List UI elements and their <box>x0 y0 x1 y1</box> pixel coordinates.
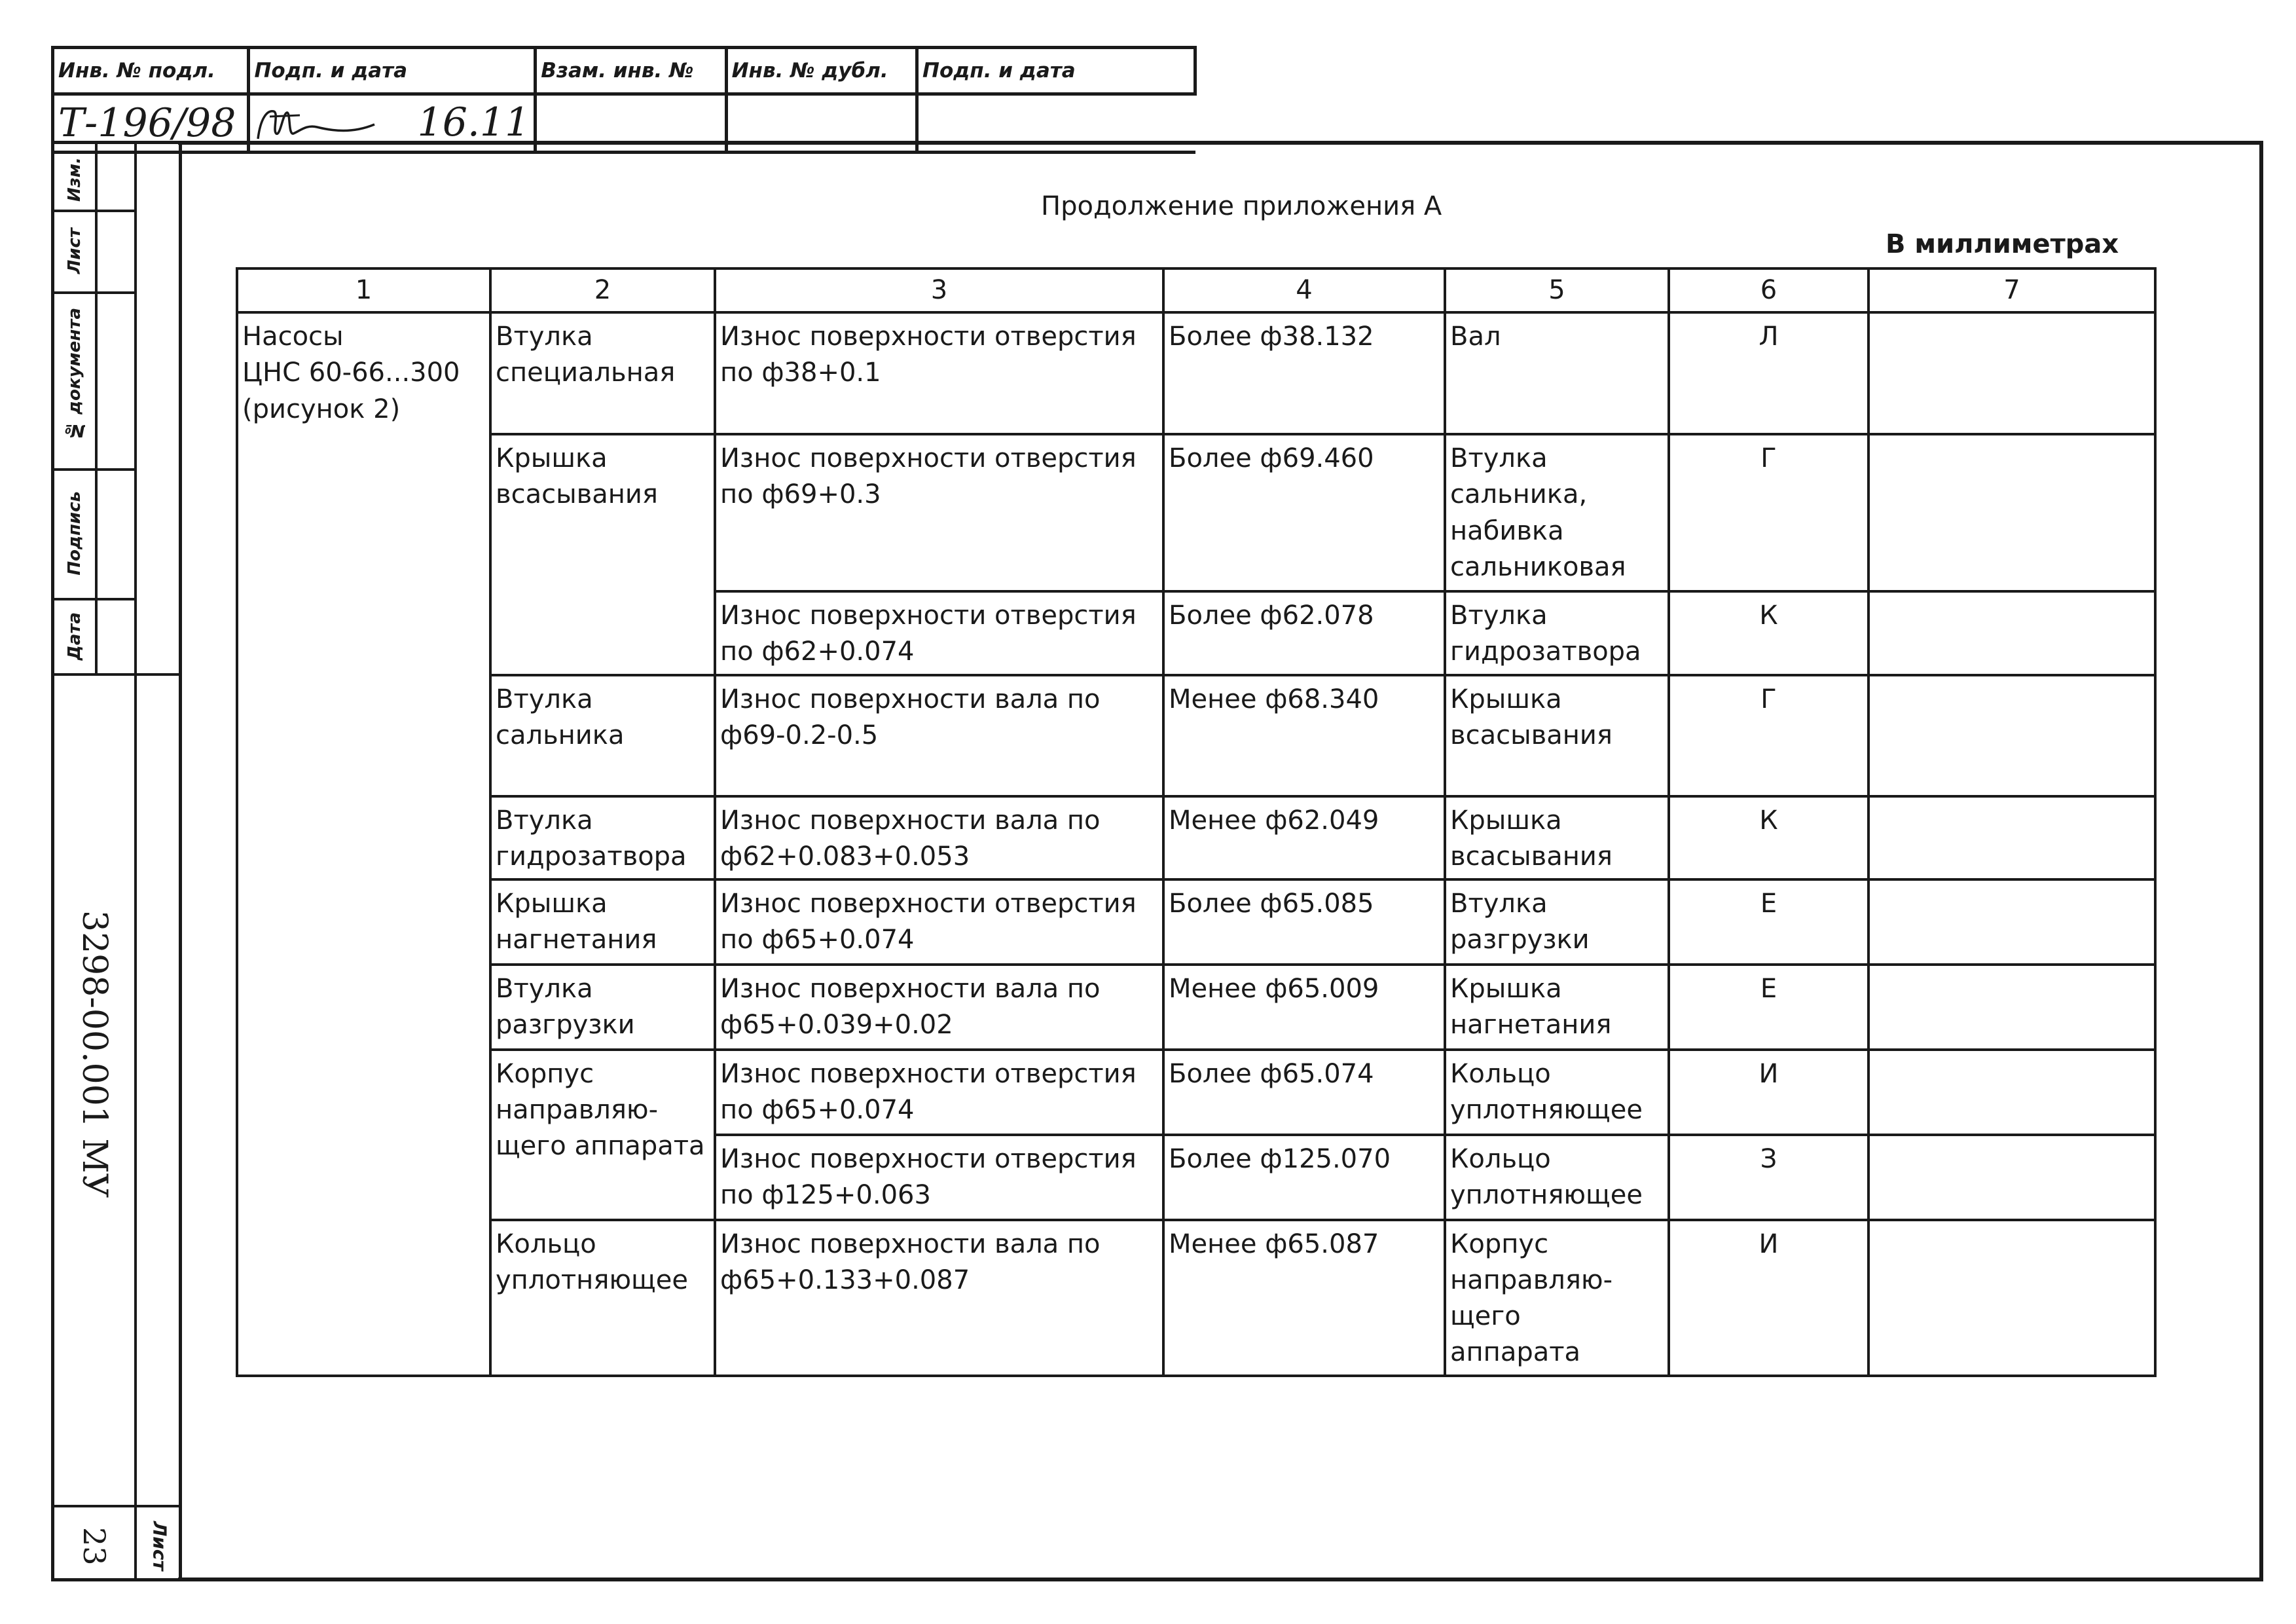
table-row <box>237 675 2155 796</box>
limit-size-cell: Более ф65.085 <box>1163 879 1445 965</box>
category-code-cell: Л <box>1669 312 1868 434</box>
mating-part-cell: Втулка сальника, набивка сальниковая <box>1445 434 1669 591</box>
side-divider <box>54 598 134 600</box>
table-row <box>237 1050 2155 1135</box>
category-code-cell: Е <box>1669 879 1868 965</box>
stamp-date: 16.11 <box>417 100 530 146</box>
stamp-header-inv-dup: Инв. № дубл. <box>726 48 917 94</box>
side-stamp <box>51 141 182 1581</box>
part-name-cell: Втулка специальная <box>490 312 715 434</box>
note-cell <box>1868 312 2155 434</box>
defect-cell: Износ поверхности вала по ф65+0.133+0.087 <box>715 1220 1163 1376</box>
defect-cell: Износ поверхности отверстия по ф69+0.3 <box>715 434 1163 591</box>
defects-table <box>236 267 2157 1377</box>
column-header: 5 <box>1445 268 1669 312</box>
column-header: 3 <box>715 268 1163 312</box>
side-divider <box>54 468 134 471</box>
document-code-text: 3298-00.001 МУ <box>75 910 114 1198</box>
page-title: Продолжение приложения А <box>1041 191 1442 221</box>
table-header-row <box>237 268 2155 312</box>
limit-size-cell: Более ф69.460 <box>1163 434 1445 591</box>
note-cell <box>1868 434 2155 591</box>
note-cell <box>1868 591 2155 675</box>
note-cell <box>1868 1220 2155 1376</box>
side-label-signature: Подпись <box>65 491 84 576</box>
defects-table-body <box>237 268 2155 1376</box>
document-code <box>54 871 134 1238</box>
mating-part-cell: Кольцо уплотняющее <box>1445 1135 1669 1220</box>
sheet-label-text: Лист <box>149 1521 171 1571</box>
defect-cell: Износ поверхности вала по ф62+0.083+0.053 <box>715 796 1163 879</box>
part-name-cell: Крышка всасывания <box>490 434 715 675</box>
category-code-cell: И <box>1669 1220 1868 1376</box>
stamp-top <box>51 46 1197 144</box>
part-name-cell: Втулка гидрозатвора <box>490 796 715 879</box>
side-divider-vertical <box>134 144 137 1578</box>
category-code-cell: К <box>1669 796 1868 879</box>
table-row <box>237 434 2155 591</box>
note-cell <box>1868 1050 2155 1135</box>
note-cell <box>1868 675 2155 796</box>
category-code-cell: К <box>1669 591 1868 675</box>
mating-part-cell: Кольцо уплотняющее <box>1445 1050 1669 1135</box>
defect-cell: Износ поверхности вала по ф69-0.2-0.5 <box>715 675 1163 796</box>
stamp-header-inv-orig: Инв. № подл. <box>53 48 249 94</box>
stamp-inv-number: Т-196/98 <box>53 94 249 153</box>
side-label-change: Изм. <box>65 157 84 202</box>
mating-part-cell: Крышка всасывания <box>1445 675 1669 796</box>
category-code-cell: З <box>1669 1135 1868 1220</box>
mating-part-cell: Втулка гидрозатвора <box>1445 591 1669 675</box>
table-row <box>237 796 2155 879</box>
column-header: 6 <box>1669 268 1868 312</box>
category-code-cell: Г <box>1669 434 1868 591</box>
part-name-cell: Кольцо уплотняющее <box>490 1220 715 1376</box>
column-header: 4 <box>1163 268 1445 312</box>
part-name-cell: Втулка сальника <box>490 675 715 796</box>
side-divider-inner <box>95 144 98 673</box>
mating-part-cell: Крышка нагнетания <box>1445 965 1669 1050</box>
side-label-sheet: Лист <box>65 228 84 274</box>
column-header: 1 <box>237 268 490 312</box>
side-label-doc-number: № документа <box>65 308 84 440</box>
limit-size-cell: Менее ф65.009 <box>1163 965 1445 1050</box>
table-row <box>237 965 2155 1050</box>
table-row <box>237 879 2155 965</box>
category-code-cell: И <box>1669 1050 1868 1135</box>
mating-part-cell: Корпус направляю- щего аппарата <box>1445 1220 1669 1376</box>
pump-group-cell: Насосы ЦНС 60-66...300 (рисунок 2) <box>237 312 490 1375</box>
stamp-header-sign-date-2: Подп. и дата <box>917 48 1195 94</box>
part-name-cell: Корпус направляю- щего аппарата <box>490 1050 715 1220</box>
limit-size-cell: Более ф125.070 <box>1163 1135 1445 1220</box>
sheet-label <box>137 1507 183 1585</box>
category-code-cell: Е <box>1669 965 1868 1050</box>
defect-cell: Износ поверхности отверстия по ф65+0.074 <box>715 879 1163 965</box>
mating-part-cell: Втулка разгрузки <box>1445 879 1669 965</box>
stamp-header-replace-inv: Взам. инв. № <box>536 48 726 94</box>
defect-cell: Износ поверхности отверстия по ф62+0.074 <box>715 591 1163 675</box>
sheet-number-text: 23 <box>77 1526 112 1566</box>
part-name-cell: Втулка разгрузки <box>490 965 715 1050</box>
note-cell <box>1868 1135 2155 1220</box>
limit-size-cell: Более ф65.074 <box>1163 1050 1445 1135</box>
limit-size-cell: Менее ф68.340 <box>1163 675 1445 796</box>
stamp-header-sign-date: Подп. и дата <box>249 48 536 94</box>
mating-part-cell: Крышка всасывания <box>1445 796 1669 879</box>
part-name-cell: Крышка нагнетания <box>490 879 715 965</box>
defect-cell: Износ поверхности отверстия по ф65+0.074 <box>715 1050 1163 1135</box>
side-divider <box>54 673 179 676</box>
defect-cell: Износ поверхности вала по ф65+0.039+0.02 <box>715 965 1163 1050</box>
side-divider <box>54 291 134 294</box>
note-cell <box>1868 879 2155 965</box>
sheet-number <box>54 1507 134 1585</box>
mating-part-cell: Вал <box>1445 312 1669 434</box>
limit-size-cell: Менее ф65.087 <box>1163 1220 1445 1376</box>
defect-cell: Износ поверхности отверстия по ф38+0.1 <box>715 312 1163 434</box>
table-row <box>237 1220 2155 1376</box>
category-code-cell: Г <box>1669 675 1868 796</box>
note-cell <box>1868 965 2155 1050</box>
limit-size-cell: Более ф62.078 <box>1163 591 1445 675</box>
side-divider <box>54 210 134 212</box>
table-row <box>237 312 2155 434</box>
note-cell <box>1868 796 2155 879</box>
side-label-date: Дата <box>65 612 84 661</box>
column-header: 2 <box>490 268 715 312</box>
limit-size-cell: Более ф38.132 <box>1163 312 1445 434</box>
column-header: 7 <box>1868 268 2155 312</box>
units-note: В миллиметрах <box>1886 229 2119 259</box>
defect-cell: Износ поверхности отверстия по ф125+0.063 <box>715 1135 1163 1220</box>
limit-size-cell: Менее ф62.049 <box>1163 796 1445 879</box>
